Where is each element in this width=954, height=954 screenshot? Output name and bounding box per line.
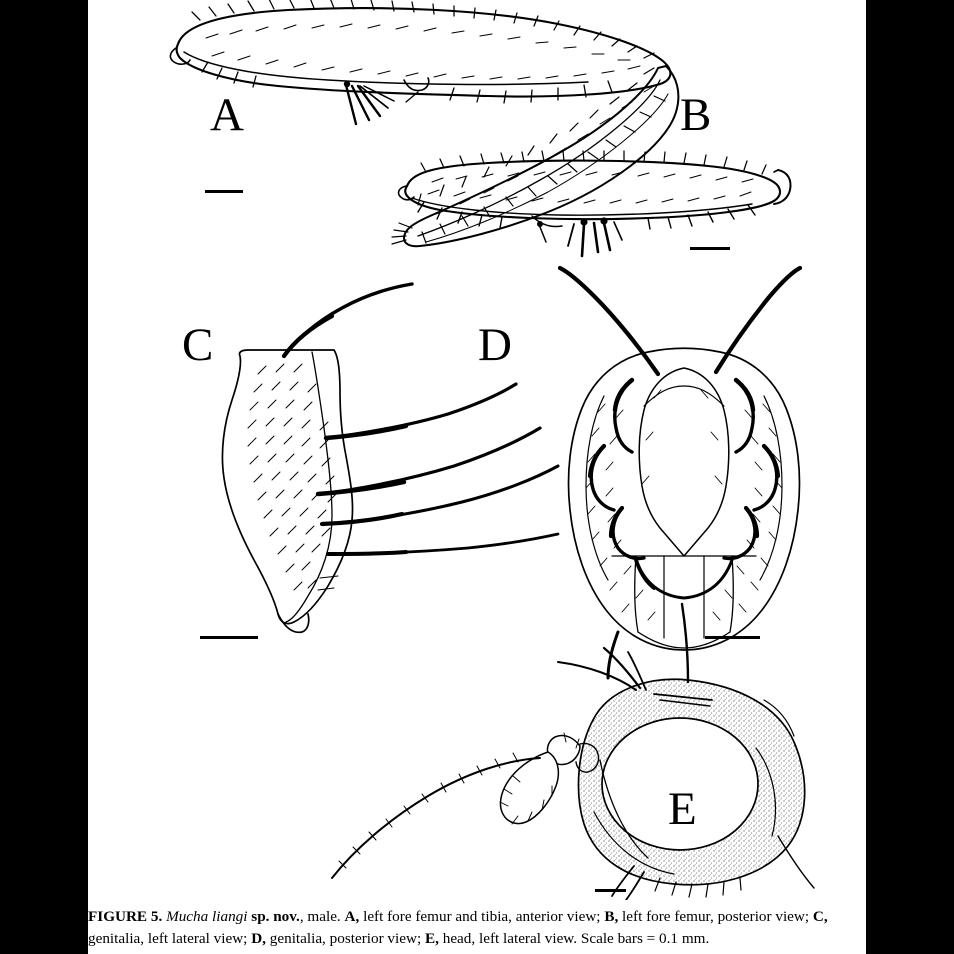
panel-e-drawing: [332, 604, 814, 900]
panel-letter-b: B: [680, 89, 712, 141]
caption-desc-c: genitalia, left lateral view;: [88, 929, 248, 947]
figure-caption: [88, 906, 874, 949]
caption-nov-label: sp. nov.: [251, 908, 300, 925]
scan-bar-right: [866, 0, 954, 954]
caption-sex: , male.: [299, 908, 341, 925]
scale-bar-c: [200, 636, 258, 639]
panel-letter-a: A: [210, 89, 244, 141]
caption-letter-a: A,: [344, 908, 360, 925]
panel-letter-e: E: [668, 783, 697, 835]
caption-letter-c: C,: [812, 908, 828, 925]
panel-d-drawing: [560, 268, 800, 678]
panel-letter-c: C: [182, 319, 214, 371]
scale-bar-d: [705, 636, 760, 639]
scan-bar-left: [0, 0, 88, 954]
caption-letter-b: B,: [604, 908, 619, 925]
panel-letter-d: D: [478, 319, 512, 371]
page-area: [88, 0, 866, 954]
caption-scale-note: Scale bars = 0.1 mm.: [580, 929, 710, 947]
caption-figure-label: FIGURE 5.: [88, 908, 163, 925]
caption-desc-d: genitalia, posterior view;: [269, 929, 422, 947]
caption-letter-d: D,: [251, 929, 266, 947]
caption-taxon-name: Mucha liangi: [166, 908, 248, 925]
figure-illustrations: [88, 0, 866, 900]
panel-a-drawing: [170, 0, 678, 246]
caption-desc-b: left fore femur, posterior view;: [622, 908, 810, 925]
caption-desc-e: head, left lateral view.: [442, 929, 578, 947]
figure-drawings: [88, 0, 866, 900]
scale-bar-e: [595, 889, 626, 892]
caption-letter-e: E,: [424, 929, 439, 947]
caption-desc-a: left fore femur and tibia, anterior view;: [363, 908, 601, 925]
scale-bar-a: [205, 190, 243, 193]
scale-bar-b: [690, 247, 730, 250]
